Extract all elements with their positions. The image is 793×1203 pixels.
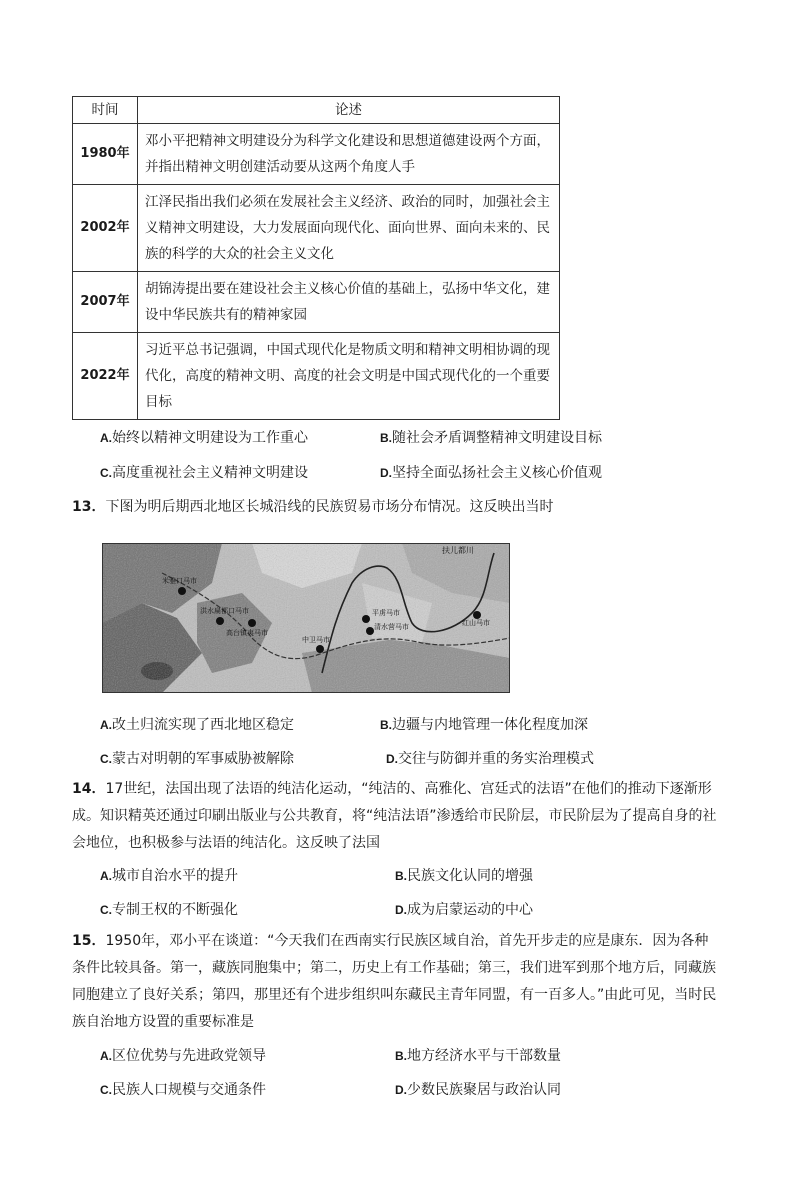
q15-option-c[interactable] — [100, 1080, 266, 1100]
option-text: 城市自治水平的提升 — [112, 868, 238, 884]
option-text: 少数民族聚居与政治认同 — [407, 1082, 561, 1098]
row-year: 2022年 — [73, 333, 138, 420]
option-text: 专制王权的不断强化 — [112, 902, 238, 918]
market-dot — [178, 587, 186, 595]
market-dot — [366, 627, 374, 635]
question-number: 13． — [72, 499, 106, 515]
market-dot — [473, 611, 481, 619]
option-text: 坚持全面弘扬社会主义核心价值观 — [392, 465, 602, 481]
table-row — [73, 185, 560, 272]
row-text: 习近平总书记强调，中国式现代化是物质文明和精神文明相协调的现代化，高度的精神文明、高度的社会文明是中国式现代化的一个重要目标 — [138, 333, 560, 420]
row-text: 胡锦涛提出要在建设社会主义核心价值的基础上，弘扬中华文化，建设中华民族共有的精神家园 — [138, 272, 560, 333]
option-letter: A. — [100, 718, 112, 732]
q13-option-c[interactable] — [100, 749, 294, 769]
q13-option-a[interactable] — [100, 715, 294, 735]
q14-option-d[interactable] — [395, 900, 533, 920]
header-statement: 论述 — [138, 97, 560, 124]
option-letter: C. — [100, 466, 112, 480]
market-dot — [316, 645, 324, 653]
option-text: 地方经济水平与干部数量 — [407, 1048, 561, 1064]
option-text: 民族人口规模与交通条件 — [112, 1082, 266, 1098]
option-letter: B. — [395, 869, 407, 883]
map-label: 扶儿都川 — [442, 546, 474, 555]
header-time: 时间 — [73, 97, 138, 124]
question-stem: 下图为明后期西北地区长城沿线的民族贸易市场分布情况。这反映出当时 — [105, 499, 554, 515]
option-letter: B. — [395, 1049, 407, 1063]
option-letter: A. — [100, 431, 112, 445]
question-number: 15． — [72, 933, 106, 949]
row-year: 1980年 — [73, 124, 138, 185]
q15-option-a[interactable] — [100, 1046, 266, 1066]
q15-option-d[interactable] — [395, 1080, 561, 1100]
q13-option-b[interactable] — [380, 715, 588, 735]
map-label: 中卫马市 — [302, 636, 330, 644]
q12-option-d[interactable] — [380, 463, 602, 483]
option-text: 蒙古对明朝的军事威胁被解除 — [112, 751, 294, 767]
row-text: 江泽民指出我们必须在发展社会主义经济、政治的同时，加强社会主义精神文明建设，大力发展面向现代化、面向世界、面向未来的、民族的科学的大众的社会主义文化 — [138, 185, 560, 272]
option-text: 成为启蒙运动的中心 — [407, 902, 533, 918]
option-letter: D. — [395, 903, 407, 917]
q14-option-c[interactable] — [100, 900, 238, 920]
map-label: 高台镇夷马市 — [226, 629, 268, 637]
option-text: 区位优势与先进政党领导 — [112, 1048, 266, 1064]
q14-option-a[interactable] — [100, 866, 238, 886]
option-text: 高度重视社会主义精神文明建设 — [112, 465, 308, 481]
option-letter: D. — [395, 1083, 407, 1097]
option-text: 民族文化认同的增强 — [407, 868, 533, 884]
question-stem: 17世纪，法国出现了法语的纯洁化运动，“纯洁的、高雅化、宫廷式的法语”在他们的推动下逐渐形成。知识精英还通过印刷出版业与公共教育，将“纯洁法语”渗透给市民阶层，市民阶层为了提高自身的社会地位，也积极参与法语的纯洁化。这反映了法国 — [72, 781, 717, 851]
market-dot — [362, 615, 370, 623]
option-letter: B. — [380, 431, 392, 445]
map-label: 平虏马市 — [372, 609, 400, 617]
option-letter: A. — [100, 869, 112, 883]
map-label: 清水营马市 — [374, 623, 409, 631]
option-letter: D. — [386, 752, 398, 766]
map-label: 红山马市 — [462, 619, 490, 627]
q12-option-a[interactable] — [100, 428, 308, 448]
option-text: 边疆与内地管理一体化程度加深 — [392, 717, 588, 733]
option-letter: C. — [100, 903, 112, 917]
table-row — [73, 124, 560, 185]
option-text: 交往与防御并重的务实治理模式 — [398, 751, 594, 767]
trade-market-map — [102, 543, 510, 693]
map-label: 洪水扁都口马市 — [200, 607, 249, 615]
q13-option-d[interactable] — [386, 749, 594, 769]
market-dot — [216, 617, 224, 625]
q14-option-b[interactable] — [395, 866, 533, 886]
question-stem: 1950年，邓小平在谈道：“今天我们在西南实行民族区域自治，首先开步走的应是康东．因为各种条件比较具备。第一，藏族同胞集中；第二，历史上有工作基础；第三，我们进军到那个地方后，同藏族同胞建立了良好关系；第四，那里还有个进步组织叫东藏民主青年同盟，有一百多人。”由此可见，当时民族自治地方设置的重要标准是 — [72, 933, 717, 1030]
table-row — [73, 333, 560, 420]
question-number: 14． — [72, 781, 106, 797]
row-text: 邓小平把精神文明建设分为科学文化建设和思想道德建设两个方面，并指出精神文明创建活动要从这两个角度人手 — [138, 124, 560, 185]
option-text: 始终以精神文明建设为工作重心 — [112, 430, 308, 446]
option-letter: C. — [100, 752, 112, 766]
q12-option-c[interactable] — [100, 463, 308, 483]
option-letter: C. — [100, 1083, 112, 1097]
table-row — [73, 272, 560, 333]
question-13 — [72, 494, 722, 521]
row-year: 2007年 — [73, 272, 138, 333]
q12-option-b[interactable] — [380, 428, 602, 448]
market-dot — [248, 619, 256, 627]
row-year: 2002年 — [73, 185, 138, 272]
map-label: 米雅口马市 — [162, 577, 197, 585]
option-letter: A. — [100, 1049, 112, 1063]
option-text: 随社会矛盾调整精神文明建设目标 — [392, 430, 602, 446]
q15-option-b[interactable] — [395, 1046, 561, 1066]
question-14 — [72, 776, 722, 857]
option-letter: D. — [380, 466, 392, 480]
table-header-row — [73, 97, 560, 124]
option-text: 改土归流实现了西北地区稳定 — [112, 717, 294, 733]
policy-table — [72, 96, 560, 420]
question-15 — [72, 928, 722, 1036]
option-letter: B. — [380, 718, 392, 732]
